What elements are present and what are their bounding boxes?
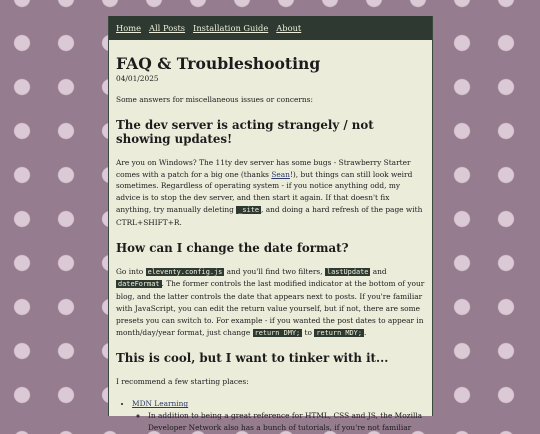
page-container <box>108 16 433 432</box>
top-nav <box>109 16 432 40</box>
code-return-dmy: return DMY; <box>254 328 301 337</box>
sean-link[interactable]: Sean <box>271 169 290 179</box>
intro-text: Some answers for miscellaneous issues or concerns: <box>116 95 313 104</box>
paragraph-tinker-intro: I recommend a few starting places: <box>116 377 249 387</box>
mdn-learning-link[interactable]: MDN Learning <box>132 399 189 409</box>
code-last-update: lastUpdate <box>326 267 369 276</box>
nav-all-posts-link[interactable]: All Posts <box>149 23 186 33</box>
page-title: FAQ & Troubleshooting <box>116 54 321 73</box>
nav-home-link[interactable]: Home <box>116 23 142 33</box>
resource-list <box>116 398 425 433</box>
sub-list <box>132 410 425 434</box>
code-return-mdy: return MDY; <box>316 328 362 337</box>
nav-about-link[interactable]: About <box>276 23 302 33</box>
code-eleventy-config: eleventy.config.js <box>147 267 223 276</box>
heading-tinker: This is cool, but I want to tinker with it... <box>116 351 389 366</box>
paragraph-dev-server: Are you on Windows? The 11ty dev server has some bugs - Strawberry Starter comes with a patch for a big one (thanks Sean!), but things can still look weird sometimes. Regardless of operating system - if you notice anything odd, my advice is to stop the dev server, and then start it again. If that doesn't fix anything, try manually deleting _site , and doing a hard refresh of the page with CTRL+SHIFT+R. <box>116 157 423 227</box>
post-date: 04/01/2025 <box>116 74 159 83</box>
list-item <box>132 398 425 433</box>
paragraph-date-format: Go into eleventy.config.js and you'll find two filters, lastUpdate and dateFormat . The former controls the last modified indicator at the bottom of your blog, and the latter controls the date that appears next to posts. If you're familiar with JavaScript, you can edit the return value yourself, but if not, there are some presets you can switch to. For example - if you wanted the post dates to appear in month/day/year format, just change return DMY; to return MDY; . <box>116 266 425 337</box>
list-item: ◦ In addition to being a great reference for HTML, CSS and JS, the Mozilla Developer Network also has a bunch of tutorials, if you're not familiar <box>148 410 425 434</box>
code-date-format: dateFormat <box>118 280 160 289</box>
code-site: _site <box>238 205 260 214</box>
heading-date-format: How can I change the date format? <box>116 240 349 255</box>
heading-dev-server: The dev server is acting strangely / not showing updates! <box>116 117 374 146</box>
nav-installation-guide-link[interactable]: Installation Guide <box>193 23 269 33</box>
article-content <box>109 55 432 434</box>
